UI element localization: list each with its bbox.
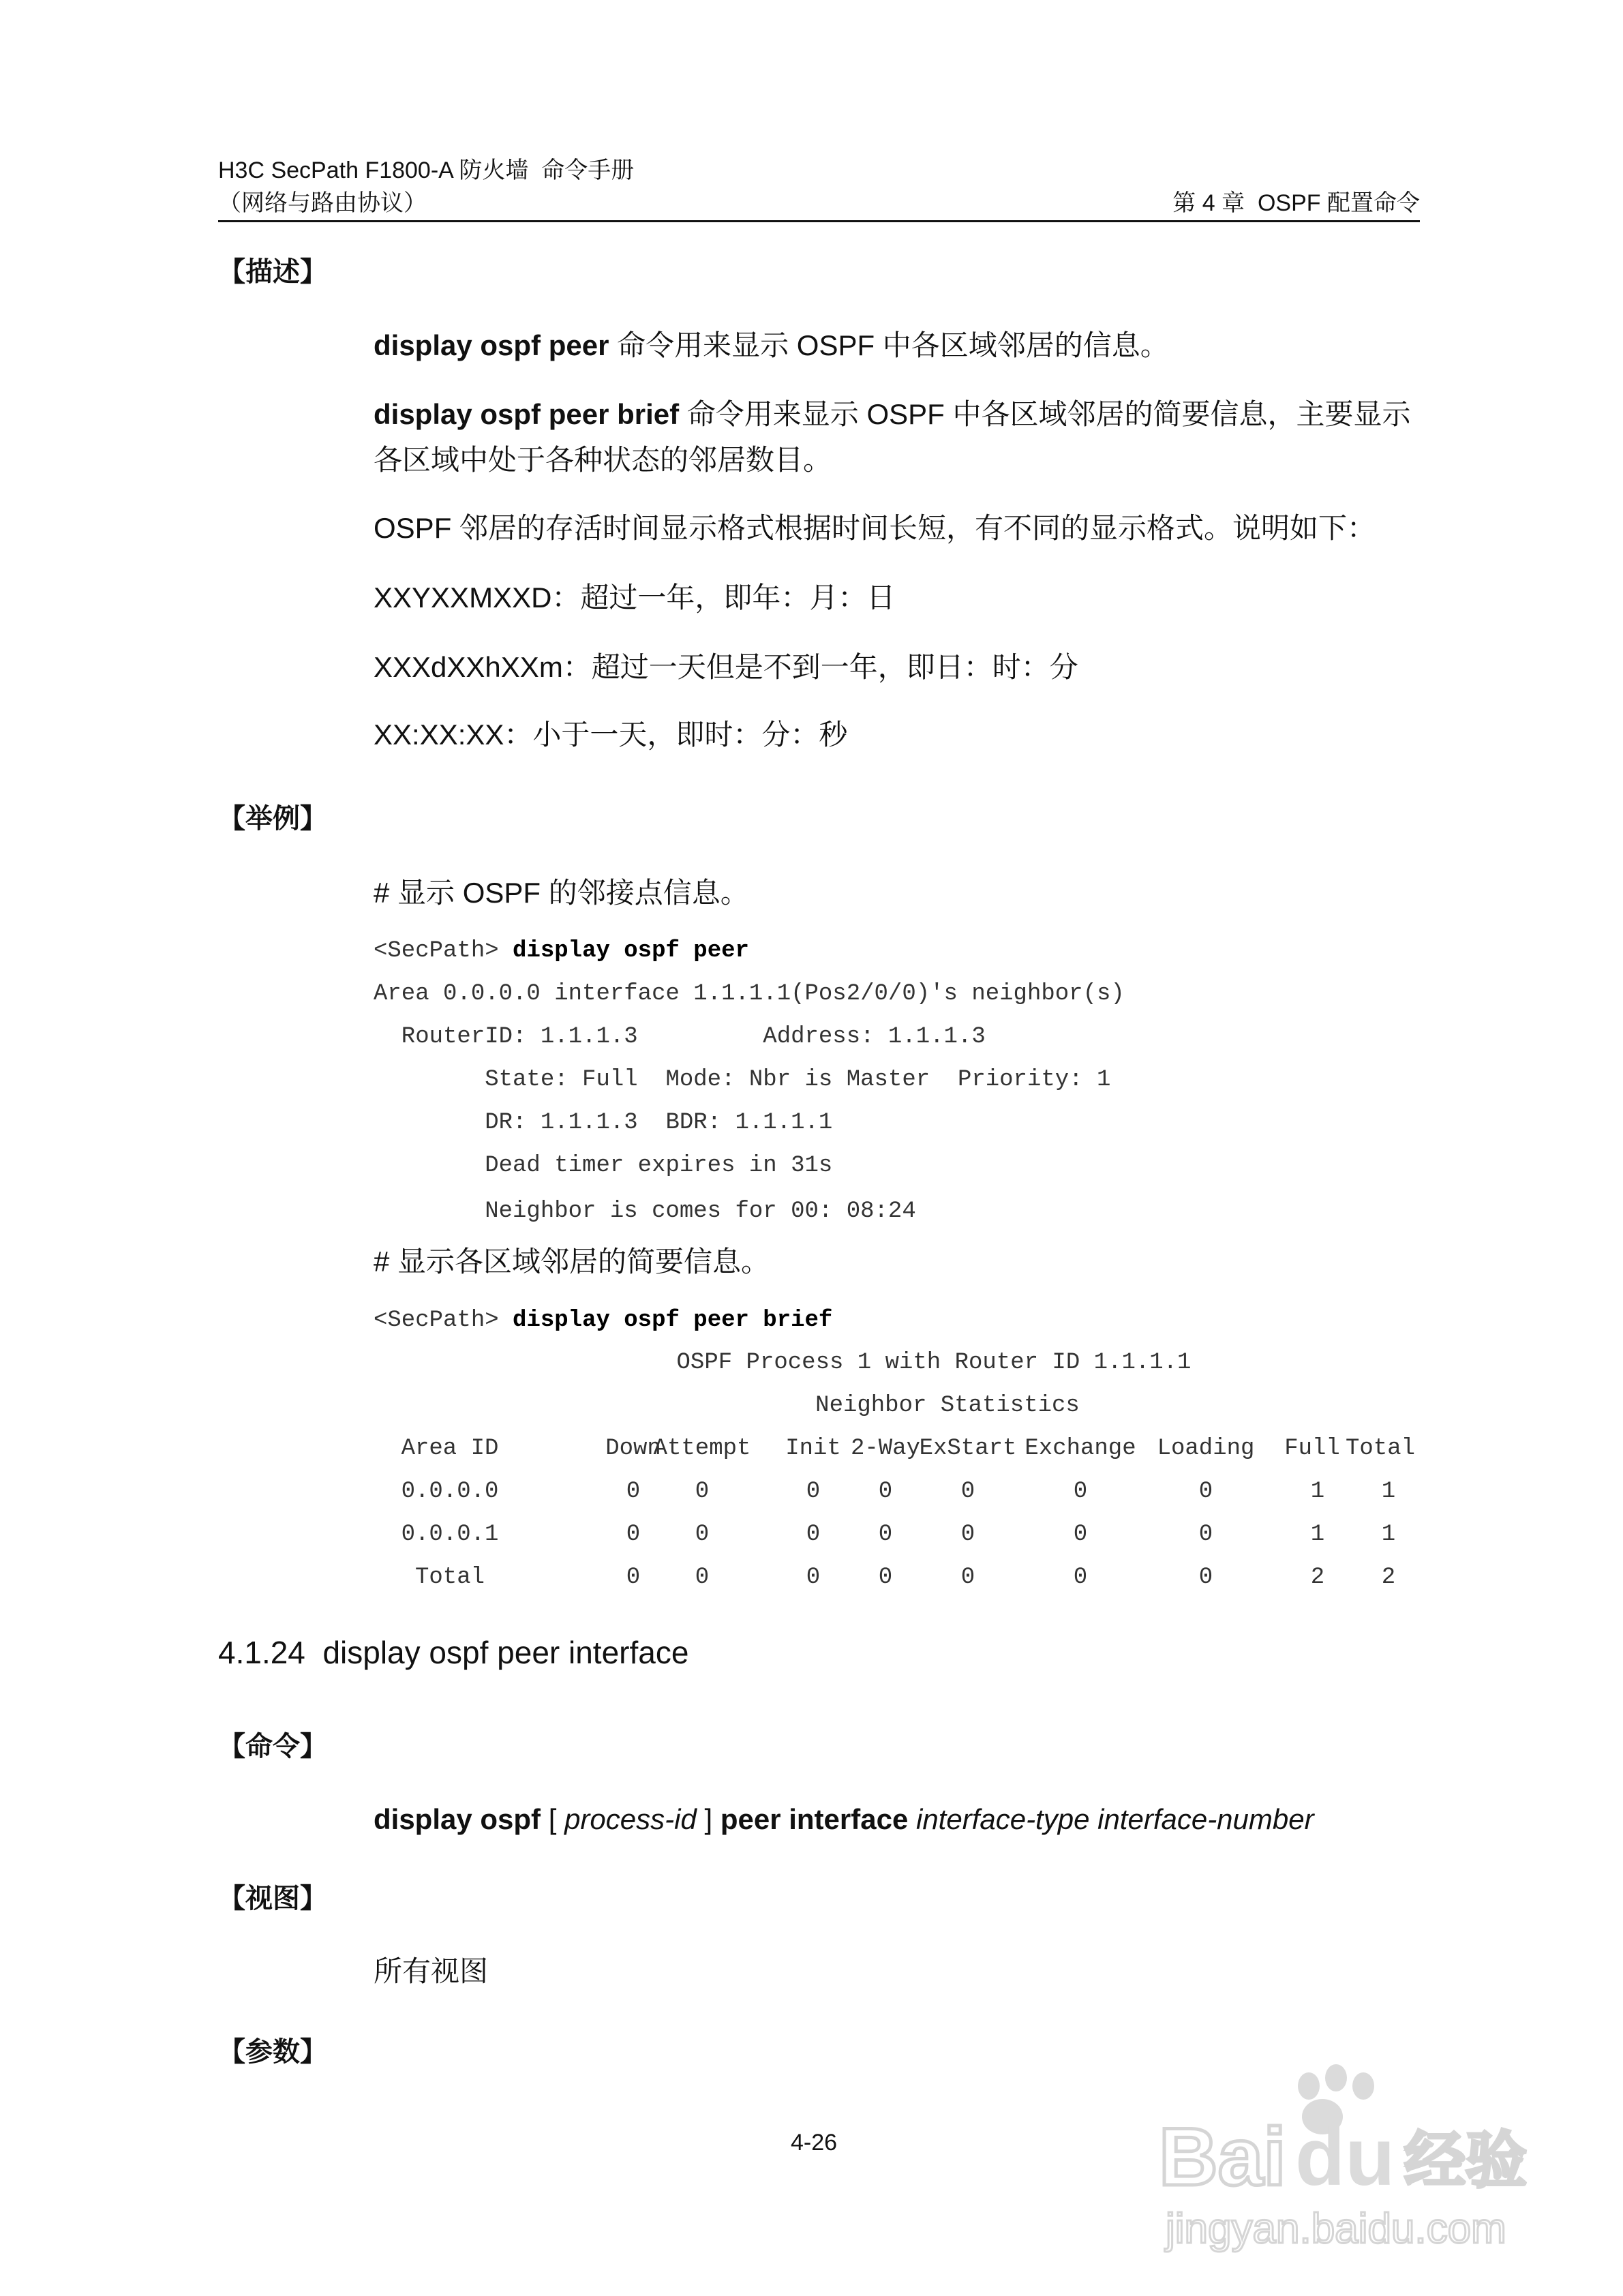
baidu-jingyan-watermark [1152, 2059, 1547, 2256]
syntax-bracket: [ [541, 1803, 565, 1835]
table-cell: 0.0.0.1 [401, 1522, 499, 1547]
svg-text:du: du [1295, 2111, 1395, 2203]
example-comment-2: # 显示各区域邻居的简要信息。 [374, 1245, 770, 1278]
header-chapter: 第 4 章 OSPF 配置命令 [1172, 190, 1420, 216]
command: display ospf peer brief [513, 1308, 833, 1333]
table-cell: 0 [1198, 1565, 1213, 1590]
table-cell: 0 [806, 1522, 821, 1547]
table-cell: 0 [806, 1565, 821, 1590]
process-line: OSPF Process 1 with Router ID 1.1.1.1 [676, 1350, 1192, 1376]
desc-text: 命令用来显示 OSPF 中各区域邻居的简要信息，主要显示 [679, 398, 1411, 430]
output-line: DR: 1.1.1.3 BDR: 1.1.1.1 [374, 1110, 833, 1136]
table-cell: 2 [1381, 1565, 1396, 1590]
table-cell: Total [414, 1565, 485, 1590]
syntax-keyword: display ospf [374, 1803, 541, 1835]
desc-paragraph-2 [374, 397, 1411, 432]
table-cell: 0 [1073, 1522, 1088, 1547]
table-cell: 1 [1381, 1522, 1396, 1547]
format-2: XXXdXXhXXm：超过一天但是不到一年，即日：时：分 [374, 651, 1078, 683]
table-cell: 0 [695, 1479, 710, 1505]
table-cell: 0 [960, 1565, 975, 1590]
output-line: Neighbor is comes for 00: 08:24 [374, 1198, 916, 1224]
desc-paragraph-2-cont: 各区域中处于各种状态的邻居数目。 [374, 444, 832, 476]
table-cell: 0 [695, 1522, 710, 1547]
output-line: Area 0.0.0.0 interface 1.1.1.1(Pos2/0/0)'s neighbor(s) [374, 981, 1125, 1007]
table-cell: 0 [695, 1565, 710, 1590]
table-cell: 0 [806, 1479, 821, 1505]
table-cell: 0 [960, 1522, 975, 1547]
table-cell: 0 [1073, 1565, 1088, 1590]
header-title: H3C SecPath F1800-A 防火墙 命令手册 [218, 157, 635, 183]
table-header-cell: Init [785, 1436, 841, 1462]
code-command-2 [374, 1307, 832, 1335]
output-line: State: Full Mode: Nbr is Master Priority: 1 [374, 1067, 1111, 1093]
command-heading: 【命令】 [218, 1732, 327, 1762]
view-heading: 【视图】 [218, 1884, 327, 1914]
svg-text:jingyan.baidu.com: jingyan.baidu.com [1166, 2205, 1506, 2252]
header-divider [218, 220, 1420, 222]
cmd-name: display ospf peer brief [374, 398, 680, 430]
table-cell: 0.0.0.0 [401, 1479, 499, 1505]
example-heading: 【举例】 [218, 804, 327, 834]
example-comment-1: # 显示 OSPF 的邻接点信息。 [374, 877, 749, 909]
table-cell: 0 [1073, 1479, 1088, 1505]
table-header-cell: Full [1284, 1436, 1340, 1462]
code-command-1 [374, 937, 749, 965]
command: display ospf peer [513, 938, 749, 964]
table-cell: 0 [878, 1522, 893, 1547]
table-cell: 0 [878, 1565, 893, 1590]
output-line: RouterID: 1.1.1.3 Address: 1.1.1.3 [374, 1024, 986, 1050]
table-header-cell: Area ID [401, 1436, 499, 1462]
table-cell: 2 [1310, 1565, 1325, 1590]
statistics-title: Neighbor Statistics [815, 1393, 1080, 1419]
table-cell: 0 [1198, 1479, 1213, 1505]
format-3: XX:XX:XX：小于一天，即时：分：秒 [374, 719, 848, 751]
prompt: <SecPath> [374, 938, 513, 964]
svg-text:Bai: Bai [1159, 2111, 1286, 2203]
table-header-cell: ExStart [919, 1436, 1017, 1462]
table-header-cell: Exchange [1025, 1436, 1136, 1462]
table-header-cell: Total [1345, 1436, 1416, 1462]
syntax-param: interface-type interface-number [908, 1803, 1314, 1835]
syntax-param: process-id [564, 1803, 697, 1835]
svg-text:经验: 经验 [1404, 2125, 1527, 2196]
parameters-heading: 【参数】 [218, 2037, 327, 2067]
table-cell: 1 [1310, 1522, 1325, 1547]
table-cell: 0 [960, 1479, 975, 1505]
page-number: 4-26 [791, 2130, 838, 2156]
syntax-bracket: ] [696, 1803, 721, 1835]
command-syntax [374, 1802, 1314, 1837]
table-cell: 0 [626, 1479, 641, 1505]
description-heading: 【描述】 [218, 257, 327, 287]
table-header-cell: Loading [1157, 1436, 1255, 1462]
table-header-cell: 2-Way [850, 1436, 921, 1462]
table-cell: 0 [626, 1565, 641, 1590]
table-cell: 0 [1198, 1522, 1213, 1547]
table-cell: 1 [1381, 1479, 1396, 1505]
prompt: <SecPath> [374, 1308, 513, 1333]
table-header-cell: Down [605, 1436, 661, 1462]
table-cell: 0 [878, 1479, 893, 1505]
desc-paragraph-3: OSPF 邻居的存活时间显示格式根据时间长短，有不同的显示格式。说明如下： [374, 512, 1376, 544]
header-subtitle: （网络与路由协议） [218, 190, 427, 216]
table-cell: 0 [626, 1522, 641, 1547]
table-header-cell: Attempt [653, 1436, 751, 1462]
table-cell: 1 [1310, 1479, 1325, 1505]
desc-paragraph-1 [374, 329, 1169, 363]
output-line: Dead timer expires in 31s [374, 1153, 833, 1179]
desc-text: 命令用来显示 OSPF 中各区域邻居的信息。 [609, 329, 1169, 361]
view-text: 所有视图 [374, 1955, 489, 1987]
format-1: XXYXXMXXD：超过一年，即年：月：日 [374, 581, 896, 614]
section-title: 4.1.24 display ospf peer interface [218, 1635, 689, 1670]
syntax-keyword: peer interface [720, 1803, 909, 1835]
cmd-name: display ospf peer [374, 329, 609, 361]
